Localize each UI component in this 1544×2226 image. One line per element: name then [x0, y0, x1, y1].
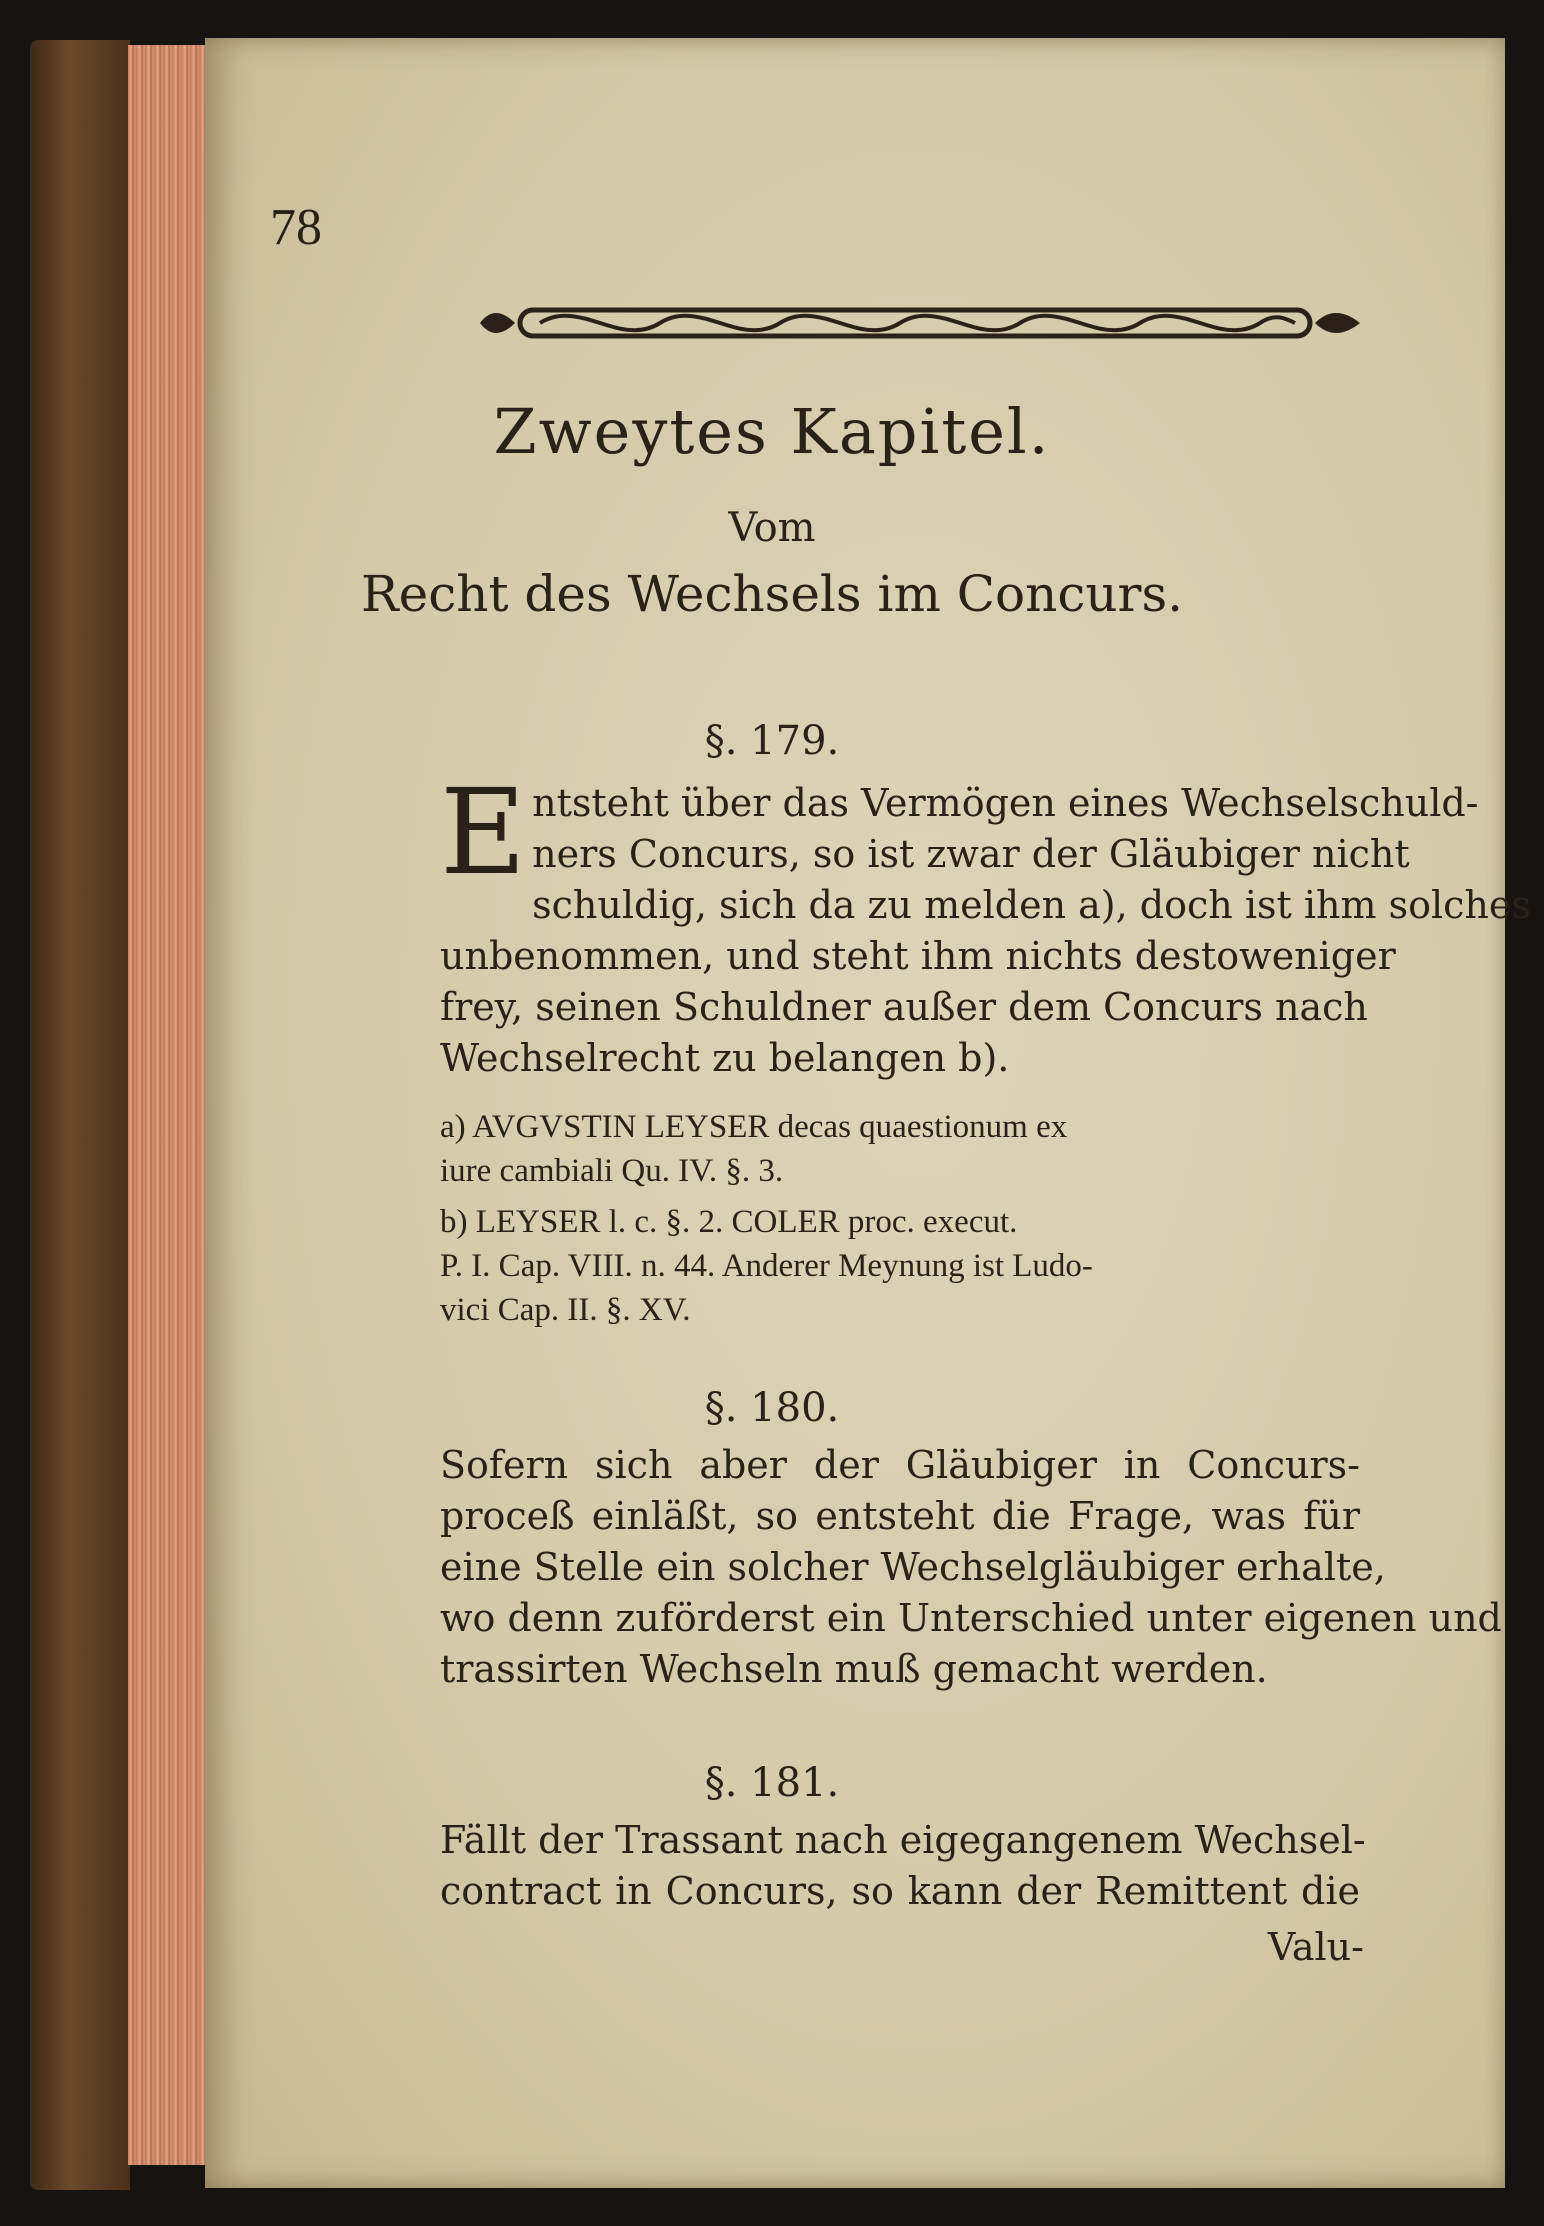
section-heading-181: §. 181.: [704, 1760, 840, 1806]
footnote-line: iure cambiali Qu. IV. §. 3.: [440, 1153, 784, 1189]
paragraph-line: frey, seinen Schuldner außer dem Concurs nach: [440, 985, 1368, 1029]
chapter-vom: Vom: [728, 505, 816, 551]
paragraph-line: schuldig, sich da zu melden a), doch ist ihm solches: [532, 883, 1531, 927]
paragraph-line: ntsteht über das Vermögen eines Wechselschuld-: [532, 781, 1479, 825]
paragraph-line: trassirten Wechseln muß gemacht werden.: [440, 1647, 1268, 1691]
footnote-a: [440, 1105, 1360, 1193]
paragraph-line: ners Concurs, so ist zwar der Gläubiger nicht: [532, 832, 1410, 876]
book-spine: [30, 40, 130, 2190]
chapter-title: Zweytes Kapitel.: [493, 395, 1051, 468]
footnote-line: P. I. Cap. VIII. n. 44. Anderer Meynung ist Ludo-: [440, 1248, 1093, 1284]
paragraph-line: contract in Concurs, so kann der Remittent die: [440, 1869, 1360, 1913]
footnote-line: a) AVGVSTIN LEYSER decas quaestionum ex: [440, 1109, 1068, 1145]
catchword: Valu-: [1267, 1925, 1364, 1969]
paragraph-line: wo denn zuförderst ein Unterschied unter eigenen und: [440, 1596, 1502, 1640]
section-180-paragraph: [440, 1440, 1502, 1695]
paragraph-line: proceß einläßt, so entsteht die Frage, was für: [440, 1494, 1360, 1538]
section-181-paragraph: [440, 1815, 1366, 1917]
section-heading-179: §. 179.: [704, 718, 840, 764]
paragraph-line: Sofern sich aber der Gläubiger in Concurs-: [440, 1443, 1360, 1487]
section-179-paragraph: [440, 763, 1531, 1084]
footnote-b: [440, 1200, 1360, 1332]
footnote-line: b) LEYSER l. c. §. 2. COLER proc. execut.: [440, 1204, 1018, 1240]
paragraph-line: Wechselrecht zu belangen b).: [440, 1036, 1010, 1080]
ornament-rule-icon: [470, 288, 1370, 358]
page-number: 78: [270, 199, 322, 256]
chapter-subtitle: Recht des Wechsels im Concurs.: [361, 565, 1183, 623]
section-heading-180: §. 180.: [704, 1385, 840, 1431]
paragraph-line: eine Stelle ein solcher Wechselgläubiger erhalte,: [440, 1545, 1386, 1589]
paragraph-line: unbenommen, und steht ihm nichts destoweniger: [440, 934, 1396, 978]
paragraph-line: Fällt der Trassant nach eigegangenem Wechsel-: [440, 1818, 1366, 1862]
drop-cap: E: [440, 763, 527, 901]
footnote-line: vici Cap. II. §. XV.: [440, 1292, 691, 1328]
